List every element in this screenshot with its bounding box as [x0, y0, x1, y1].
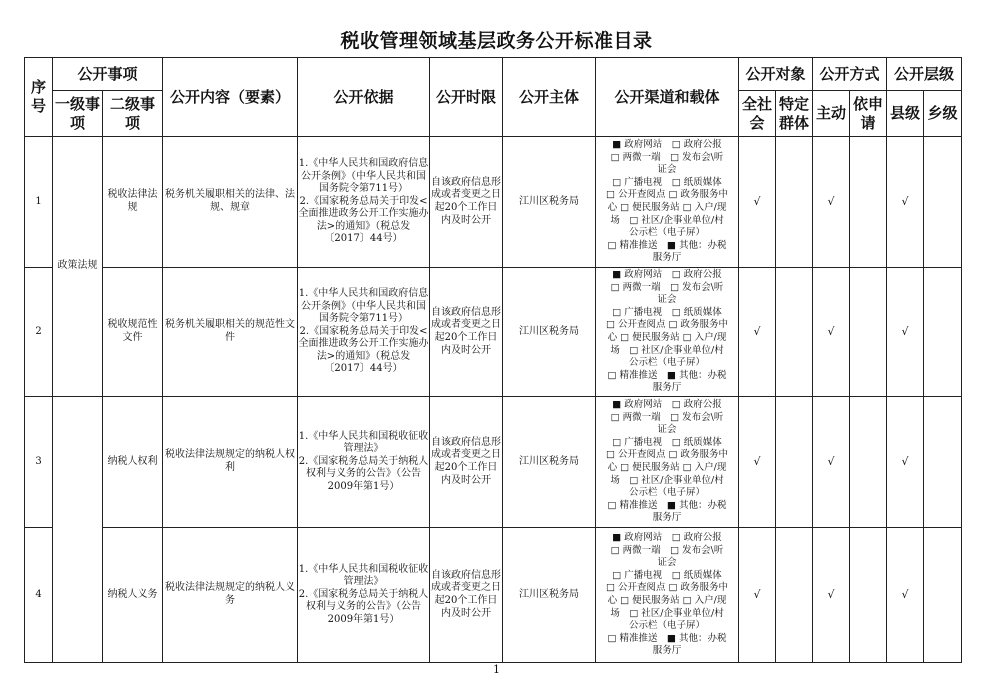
channels-cell — [596, 528, 739, 663]
seq-cell: 4 — [25, 528, 53, 663]
check-township — [924, 268, 962, 397]
channel-line: 心 □ 便民服务站 □ 入户/现 — [607, 595, 727, 606]
content-cell: 税收法律法规规定的纳税人权利 — [163, 397, 298, 528]
check-all: √ — [739, 268, 776, 397]
subject-cell: 江川区税务局 — [503, 137, 596, 268]
time-limit-cell: 自该政府信息形成或者变更之日起20个工作日内及时公开 — [430, 137, 503, 268]
header-level2: 二级事项 — [103, 91, 163, 137]
header-target-specific: 特定群体 — [776, 91, 813, 137]
channel-line: 公示栏（电子屏） — [629, 487, 706, 499]
time-limit-cell: 自该政府信息形成或者变更之日起20个工作日内及时公开 — [430, 268, 503, 397]
check-specific — [776, 268, 813, 397]
subject-cell: 江川区税务局 — [503, 528, 596, 663]
subject-cell: 江川区税务局 — [503, 268, 596, 397]
level2-cell: 纳税人义务 — [103, 528, 163, 663]
check-request — [850, 528, 887, 663]
basis-text: 1.《中华人民共和国政府信息公开条例》（中华人民共和国国务院令第711号） 2.《国家税务总局关于印发<全面推进政务公开工作实施办法>的通知》（税总发〔2017〕44号） — [298, 157, 429, 245]
page-number: 1 — [493, 663, 500, 676]
channel-line: 公示栏（电子屏） — [629, 620, 706, 632]
header-level: 公开层级 — [887, 58, 962, 91]
table-row — [25, 397, 962, 528]
level2-cell: 税收法律法规 — [103, 137, 163, 268]
channel-line: □ 公开查阅点 □ 政务服务中 — [606, 319, 729, 331]
channel-line: 心 □ 便民服务站 □ 入户/现 — [607, 332, 727, 343]
channels-cell — [596, 397, 739, 528]
header-level-township: 乡级 — [924, 91, 962, 137]
check-all: √ — [739, 137, 776, 268]
basis-cell — [298, 268, 430, 397]
channel-line: □ 精准推送 ■ 其他：办税 — [607, 239, 727, 251]
check-request — [850, 268, 887, 397]
header-target: 公开对象 — [739, 58, 813, 91]
channel-line: □ 公开查阅点 □ 政务服务中 — [606, 582, 729, 594]
channel-line: 公示栏（电子屏） — [629, 357, 706, 369]
check-request — [850, 137, 887, 268]
header-method: 公开方式 — [813, 58, 887, 91]
basis-text: 1.《中华人民共和国税收征收管理法》 2.《国家税务总局关于纳税人权利与义务的公告》（公告2009年第1号） — [298, 430, 429, 492]
channel-line: □ 两微一端 □ 发布会\听 — [610, 281, 724, 293]
check-active: √ — [813, 528, 850, 663]
channel-line: 公示栏（电子屏） — [629, 227, 706, 239]
channel-line: □ 广播电视 □ 纸质媒体 — [612, 436, 722, 448]
channel-line: ■ 政府网站 □ 政府公报 — [612, 399, 722, 411]
channel-line: 心 □ 便民服务站 □ 入户/现 — [607, 202, 727, 213]
channel-line: 服务厅 — [652, 382, 682, 394]
header-items: 公开事项 — [53, 58, 163, 91]
channel-line: 服务厅 — [652, 645, 682, 657]
header-channels: 公开渠道和载体 — [596, 58, 739, 137]
seq-cell: 2 — [25, 268, 53, 397]
subject-cell: 江川区税务局 — [503, 397, 596, 528]
channel-line: □ 精准推送 ■ 其他：办税 — [607, 632, 727, 644]
basis-cell — [298, 528, 430, 663]
check-all: √ — [739, 528, 776, 663]
check-request — [850, 397, 887, 528]
header-method-active: 主动 — [813, 91, 850, 137]
channels-cell — [596, 137, 739, 268]
check-active: √ — [813, 137, 850, 268]
check-township — [924, 397, 962, 528]
page-title: 税收管理领域基层政务公开标准目录 — [340, 30, 653, 52]
basis-text: 1.《中华人民共和国政府信息公开条例》（中华人民共和国国务院令第711号） 2.《国家税务总局关于印发<全面推进政务公开工作实施办法>的通知》（税总发〔2017〕44号） — [298, 287, 429, 375]
seq-cell: 1 — [25, 137, 53, 268]
check-county: √ — [887, 397, 924, 528]
check-specific — [776, 397, 813, 528]
channel-line: □ 两微一端 □ 发布会\听 — [610, 411, 724, 423]
channel-line: ■ 政府网站 □ 政府公报 — [612, 532, 722, 544]
check-county: √ — [887, 528, 924, 663]
seq-cell: 3 — [25, 397, 53, 528]
channel-line: □ 精准推送 ■ 其他：办税 — [607, 499, 727, 511]
channel-line: □ 两微一端 □ 发布会\听 — [610, 151, 724, 163]
time-limit-cell: 自该政府信息形成或者变更之日起20个工作日内及时公开 — [430, 528, 503, 663]
header-basis: 公开依据 — [298, 58, 430, 137]
channel-line: 服务厅 — [652, 512, 682, 524]
basis-cell — [298, 137, 430, 268]
check-county: √ — [887, 137, 924, 268]
header-content: 公开内容（要素） — [163, 58, 298, 137]
channel-line: □ 广播电视 □ 纸质媒体 — [612, 306, 722, 318]
level2-cell: 纳税人权利 — [103, 397, 163, 528]
channel-line: □ 公开查阅点 □ 政务服务中 — [606, 189, 729, 201]
header-method-request: 依申请 — [850, 91, 887, 137]
channel-line: 证会 — [657, 164, 677, 176]
channel-line: 场 □ 社区/企事业单位/村 — [610, 607, 724, 619]
check-specific — [776, 528, 813, 663]
channel-line: □ 广播电视 □ 纸质媒体 — [612, 176, 722, 188]
time-limit-cell: 自该政府信息形成或者变更之日起20个工作日内及时公开 — [430, 397, 503, 528]
channel-line: 心 □ 便民服务站 □ 入户/现 — [607, 462, 727, 473]
channel-line: □ 公开查阅点 □ 政务服务中 — [606, 449, 729, 461]
channel-line: □ 两微一端 □ 发布会\听 — [610, 544, 724, 556]
channel-line: □ 广播电视 □ 纸质媒体 — [612, 569, 722, 581]
header-level-county: 县级 — [887, 91, 924, 137]
header-level1: 一级事项 — [53, 91, 103, 137]
channel-line: ■ 政府网站 □ 政府公报 — [612, 139, 722, 151]
channel-line: 证会 — [657, 294, 677, 306]
channels-cell — [596, 268, 739, 397]
header-subject: 公开主体 — [503, 58, 596, 137]
channel-line: 服务厅 — [652, 252, 682, 264]
check-county: √ — [887, 268, 924, 397]
channel-line: ■ 政府网站 □ 政府公报 — [612, 269, 722, 281]
channel-line: 场 □ 社区/企事业单位/村 — [610, 214, 724, 226]
channel-line: 场 □ 社区/企事业单位/村 — [610, 344, 724, 356]
content-cell: 税务机关履职相关的法律、法规、规章 — [163, 137, 298, 268]
basis-text: 1.《中华人民共和国税收征收管理法》 2.《国家税务总局关于纳税人权利与义务的公告》（公告2009年第1号） — [298, 563, 429, 625]
content-cell: 税收法律法规规定的纳税人义务 — [163, 528, 298, 663]
header-target-all: 全社会 — [739, 91, 776, 137]
level2-cell: 税收规范性文件 — [103, 268, 163, 397]
content-cell: 税务机关履职相关的规范性文件 — [163, 268, 298, 397]
check-all: √ — [739, 397, 776, 528]
basis-cell — [298, 397, 430, 528]
channel-line: 证会 — [657, 557, 677, 569]
check-township — [924, 528, 962, 663]
level1-cell: 政策法规 — [53, 137, 103, 397]
check-township — [924, 137, 962, 268]
header-row-1 — [25, 58, 962, 91]
channel-line: □ 精准推送 ■ 其他：办税 — [607, 369, 727, 381]
table-row — [25, 137, 962, 268]
header-time-limit: 公开时限 — [430, 58, 503, 137]
table-row — [25, 528, 962, 663]
level1-cell — [53, 397, 103, 663]
header-seq: 序号 — [25, 58, 53, 137]
check-active: √ — [813, 268, 850, 397]
check-active: √ — [813, 397, 850, 528]
channel-line: 场 □ 社区/企事业单位/村 — [610, 474, 724, 486]
check-specific — [776, 137, 813, 268]
table-row — [25, 268, 962, 397]
catalog-table — [24, 57, 962, 663]
channel-line: 证会 — [657, 424, 677, 436]
